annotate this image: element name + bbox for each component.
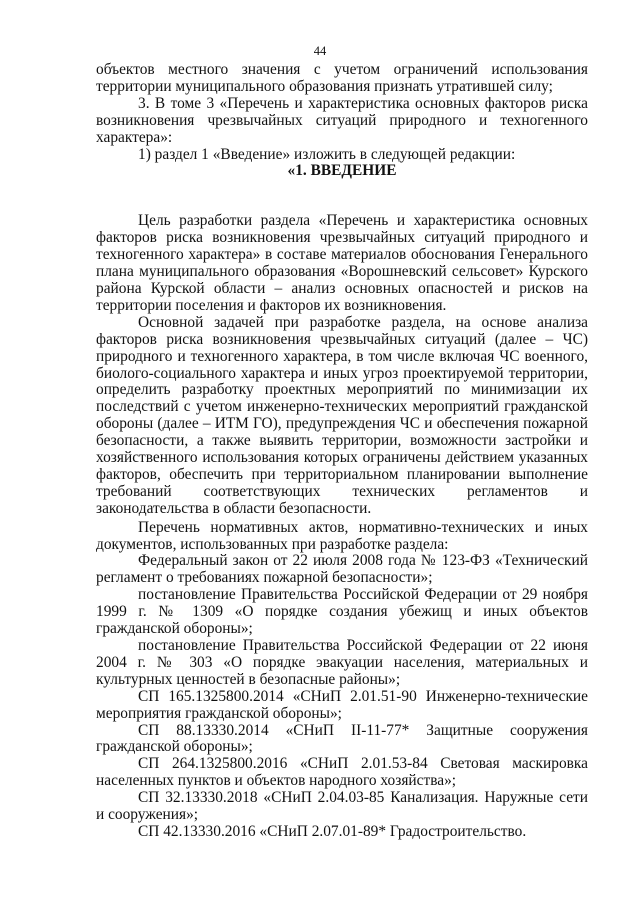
paragraph-main-task: Основной задачей при разработке раздела, на основе анализа факторов риска возникновения чрезвычайных ситуаций (далее – ЧС) природного и техногенного характера, в том числе включая ЧС военного, биолого-социального характера и иных угроз проектируемой территории, определить разработку проектных мероприятий по минимизации их последствий с учетом инженерно-технических мероприятий гражданской обороны (далее – ИТМ ГО), предупреждения ЧС и обеспечения пожарной безопасности, а также выявить территории, возможности застройки и хозяйственного использования которых ограничены действием указанных факторов, обеспечить при территориальном планировании выполнение требований соответствующих технических регламентов и законодательства в области безопасности. — [96, 313, 588, 517]
list-item-federal-law: Федеральный закон от 22 июля 2008 года № 123-ФЗ «Технический регламент о требованиях пожарной безопасности»; — [96, 552, 588, 587]
paragraph-purpose: Цель разработки раздела «Перечень и характеристика основных факторов риска возникновения чрезвычайных ситуаций природного и техногенного характера» в составе материалов обоснования Генерального плана муниципального образования «Ворошневский сельсовет» Курского района Курской области – анализ основных опасностей и рисков на территории поселения и факторов их возникновения. — [96, 212, 588, 314]
list-item-decree-1309: постановление Правительства Российской Федерации от 29 ноября 1999 г. № 1309 «О порядке создания убежищ и иных объектов гражданской обороны»; — [96, 586, 588, 638]
paragraph-list-intro: Перечень нормативных актов, нормативно-технических и иных документов, использованных при разработке раздела: — [96, 518, 588, 553]
paragraph-continuation: объектов местного значения с учетом ограничений использования территории муниципального образования признать утратившей силу; — [96, 61, 588, 95]
paragraph-section-1-instruction: 1) раздел 1 «Введение» изложить в следующей редакции: — [138, 145, 516, 163]
list-item-sp-42: СП 42.13330.2016 «СНиП 2.07.01-89* Градостроительство. — [138, 822, 527, 840]
list-item-sp-88: СП 88.13330.2014 «СНиП II-11-77* Защитные сооружения гражданской обороны»; — [96, 721, 588, 756]
list-item-sp-32: СП 32.13330.2018 «СНиП 2.04.03-85 Канализация. Наружные сети и сооружения»; — [96, 789, 588, 824]
paragraph-volume-3: 3. В томе 3 «Перечень и характеристика основных факторов риска возникновения чрезвычайных ситуаций природного и техногенного характера»: — [96, 94, 588, 146]
page-number: 44 — [313, 44, 327, 58]
document-body — [96, 62, 588, 841]
list-item-sp-165: СП 165.1325800.2014 «СНиП 2.01.51-90 Инженерно-технические мероприятия гражданской обороны»; — [96, 687, 588, 722]
list-item-sp-264: СП 264.1325800.2016 «СНиП 2.01.53-84 Световая маскировка населенных пунктов и объектов народного хозяйства»; — [96, 755, 588, 790]
section-heading: «1. ВВЕДЕНИЕ — [287, 162, 397, 180]
list-item-decree-303: постановление Правительства Российской Федерации от 22 июня 2004 г. № 303 «О порядке эвакуации населения, материальных и культурных ценностей в безопасные районы»; — [96, 637, 588, 688]
